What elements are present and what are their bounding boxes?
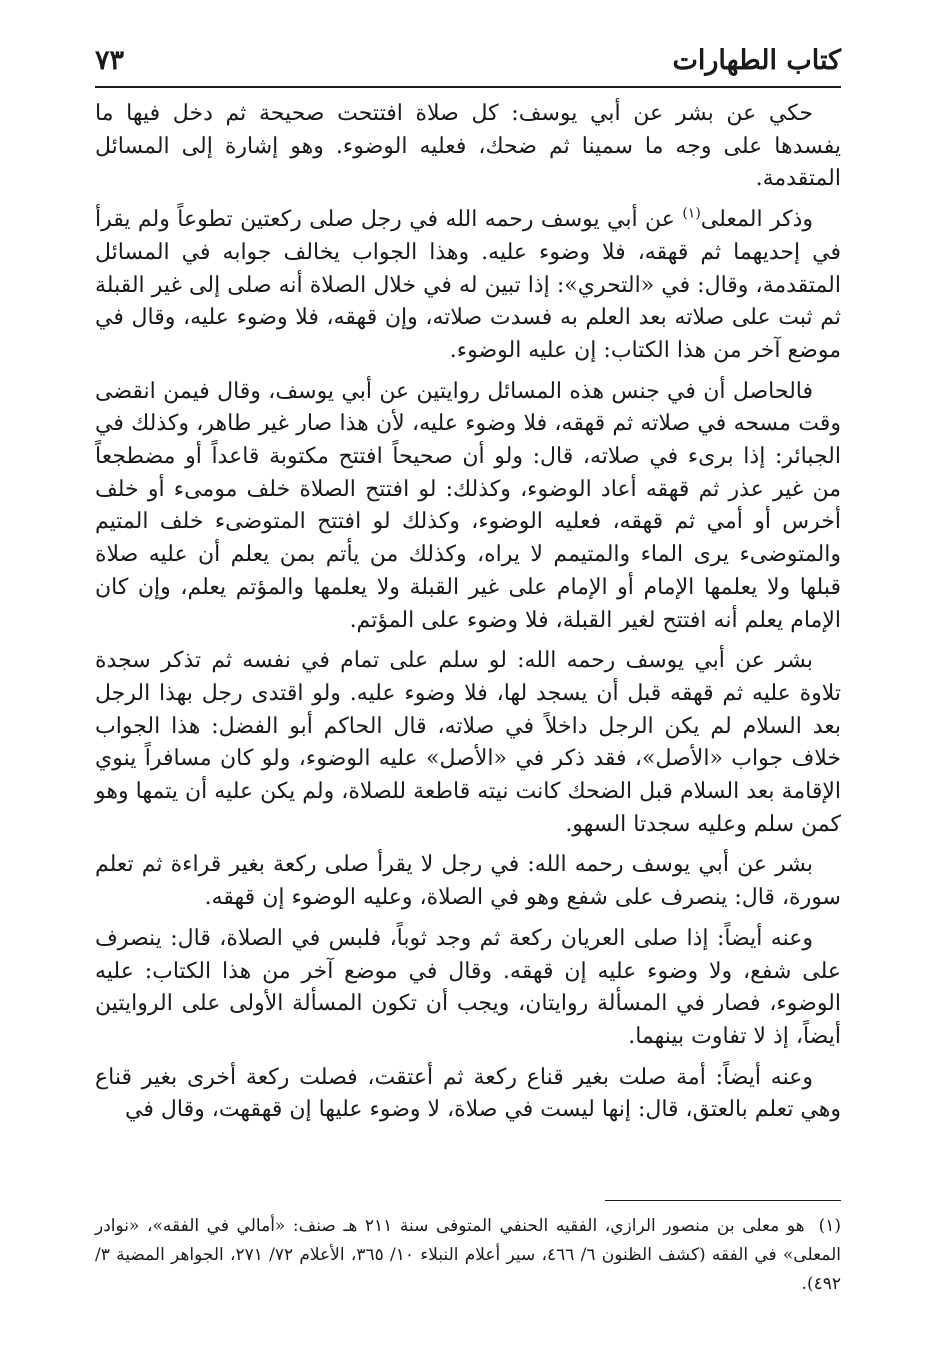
main-text xyxy=(95,98,841,1135)
footnote-text: هو معلى بن منصور الرازي، الفقيه الحنفي المتوفى سنة ٢١١ هـ صنف: «أمالي في الفقه»، «نوادر المعلى» في الفقه (كشف الظنون ٦/ ٤٦٦، سير أعلام النبلاء ١٠/ ٣٦٥، الأعلام ٧٢/ ٢٧١، الجواهر المضية ٣/ ٤٩٢). xyxy=(95,1216,842,1294)
paragraph-6: وعنه أيضاً: إذا صلى العريان ركعة ثم وجد ثوباً، فلبس في الصلاة، قال: ينصرف على شفع، ولا وضوء عليه إن قهقه. وقال في موضع آخر من هذا الكتاب: عليه الوضوء، فصار في المسألة روايتان، ويجب أن تكون المسألة الأولى على الروايتين أيضاً، إذ لا تفاوت بينهما. xyxy=(95,925,841,1049)
footnote-marker: (١) xyxy=(818,1216,842,1236)
paragraph-5: بشر عن أبي يوسف رحمه الله: في رجل لا يقرأ صلى ركعة بغير قراءة ثم تعلم سورة، قال: ينصرف على شفع وهو في الصلاة، وعليه الوضوء إن قهقه. xyxy=(95,852,841,911)
page-header xyxy=(95,38,841,88)
paragraph-1: حكي عن بشر عن أبي يوسف: كل صلاة افتتحت صحيحة ثم دخل فيها ما يفسدها على وجه ما سمينا ثم ضحك، فعليه الوضوء. وهو إشارة إلى المسائل المتقدمة. xyxy=(95,101,841,192)
footnote xyxy=(95,1212,841,1299)
paragraph-2-lead: وذكر المعلى xyxy=(700,207,814,233)
paragraph-4: بشر عن أبي يوسف رحمه الله: لو سلم على تمام في نفسه ثم تذكر سجدة تلاوة عليه ثم قهقه قبل أن يسجد لها، فلا وضوء عليه. ولو اقتدى رجل بهذا الرجل بعد السلام لم يكن الرجل داخلاً في صلاته، قال الحاكم أبو الفضل: هذا الجواب خلاف جواب «الأصل»، فقد ذكر في «الأصل» عليه الوضوء، ولو كان مسافراً ينوي الإقامة بعد السلام قبل الضحك كانت نيته قاطعة للصلاة، ولم يكن عليه أن يتمها وهو كمن سلم وعليه سجدتا السهو. xyxy=(95,648,841,837)
chapter-title: كتاب الطهارات xyxy=(672,45,841,76)
paragraph-2 xyxy=(95,204,841,368)
paragraph-2-text: عن أبي يوسف رحمه الله في رجل صلى ركعتين تطوعاً ولم يقرأ في إحديهما ثم قهقه، فلا وضوء عليه. وهذا الجواب يخالف جوابه في المسائل المتقدمة، وقال: في «التحري»: إذا تبين له في خلال الصلاة أنه صلى إلى غير القبلة ثم ثبت على صلاته بعد العلم به فسدت صلاته، وإن قهقه، فلا وضوء عليه، وقال في موضع آخر من هذا الكتاب: إن عليه الوضوء. xyxy=(95,207,842,363)
paragraph-7: وعنه أيضاً: أمة صلت بغير قناع ركعة ثم أعتقت، فصلت ركعة أخرى بغير قناع وهي تعلم بالعتق، قال: إنها ليست في صلاة، لا وضوء عليها إن قهقهت، وقال في xyxy=(95,1064,841,1123)
footnote-reference[interactable]: (١) xyxy=(682,205,701,222)
footnote-divider xyxy=(605,1200,841,1201)
page-number: ٧٣ xyxy=(95,45,125,76)
paragraph-3: فالحاصل أن في جنس هذه المسائل روايتين عن أبي يوسف، وقال فيمن انقضى وقت مسحه في صلاته ثم قهقه، فلا وضوء عليه، لأن هذا صار غير طاهر، وكذلك في الجبائر: إذا برىء في صلاته، قال: ولو أن صحيحاً افتتح مكتوبة قاعداً أو مضطجعاً من غير عذر ثم قهقه أعاد الوضوء، وكذلك: لو افتتح الصلاة خلف مومىء أو خلف أخرس أو أمي ثم قهقه، فعليه الوضوء، وكذلك لو افتتح المتوضىء خلف المتيم والمتوضىء يرى الماء والمتيمم لا يراه، وكذلك من يأتم بمن يعلم أن عليه صلاة قبلها ولا يعلمها الإمام أو الإمام على غير القبلة ولا يعلمها والمؤتم يعلم، وإن كان الإمام يعلم أنه افتتح لغير القبلة، فلا وضوء على المؤتم. xyxy=(95,378,841,633)
